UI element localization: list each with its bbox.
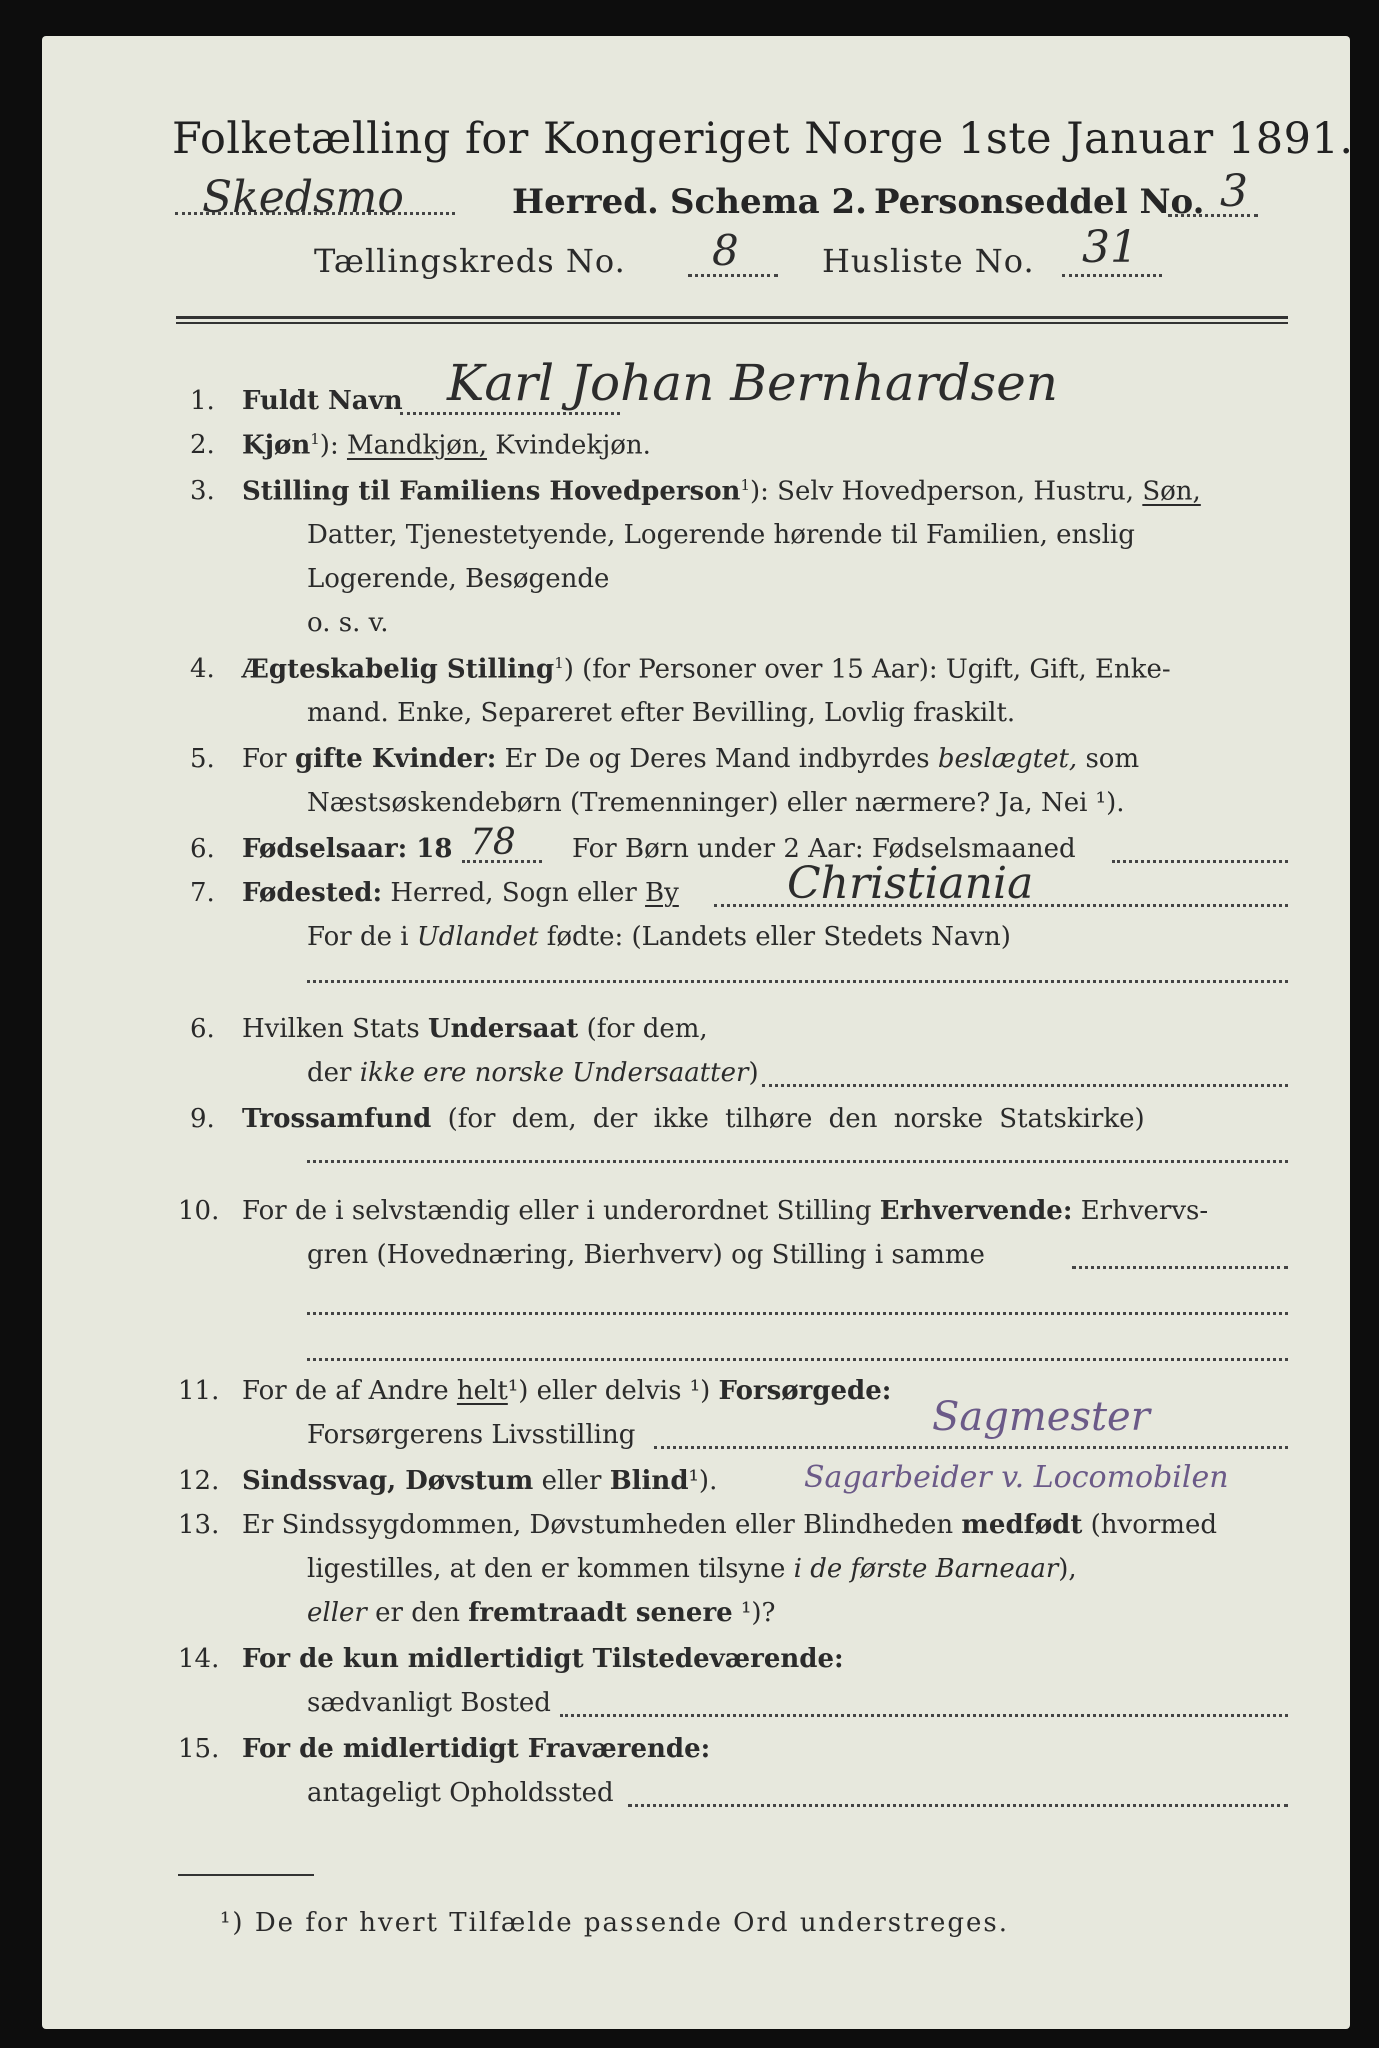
q2-number: 2. xyxy=(190,430,215,460)
q4-line1: Ægteskabelig Stilling$^1$) (for Personer over 15 Aar): Ugift, Gift, Enke- xyxy=(242,654,1171,685)
q13-line2-ital: i de første Barneaar xyxy=(793,1554,1059,1584)
q10-dotted-line-3 xyxy=(307,1358,1288,1361)
q11-dotted-line xyxy=(654,1446,1288,1449)
q1-label: Fuldt Navn xyxy=(242,386,403,416)
q13-number: 13. xyxy=(178,1510,220,1540)
q4-number: 4. xyxy=(190,654,215,684)
q11-provider-value-2: Sagarbeider v. Locomobilen xyxy=(804,1460,1229,1495)
q11-line1 xyxy=(242,1376,891,1406)
q5-line1-rest: Er De og Deres Mand indbyrdes xyxy=(504,744,930,774)
q7-number: 7. xyxy=(190,878,215,908)
q14-dotted-line xyxy=(560,1714,1288,1717)
q3-line2: Datter, Tjenestetyende, Logerende hørende til Familien, enslig xyxy=(307,520,1135,550)
personseddel-value: 3 xyxy=(1220,166,1248,217)
q6-month-dotted-line xyxy=(1112,860,1288,863)
q5-number: 5. xyxy=(190,744,215,774)
q3-number: 3. xyxy=(190,476,215,506)
form-title: Folketælling for Kongeriget Norge 1ste Januar 1891. xyxy=(172,114,1354,164)
q8-line2 xyxy=(307,1058,759,1088)
q2-label: Kjøn xyxy=(242,430,311,461)
husliste-dotted-line xyxy=(1062,274,1162,277)
q6-rest: For Børn under 2 Aar: Fødselsmaaned xyxy=(572,834,1076,864)
personseddel-label: Personseddel No. xyxy=(874,182,1205,222)
q11-helt: helt xyxy=(456,1376,508,1406)
q3-line1: Stilling til Familiens Hovedperson$^1$): Selv Hovedperson, Hustru, Søn, xyxy=(242,476,1201,507)
q5-line1 xyxy=(242,744,1139,774)
q14-label: For de kun midlertidigt Tilstedeværende: xyxy=(242,1644,844,1674)
q7-label: Fødested: xyxy=(242,878,383,908)
q5-label-pre: For xyxy=(242,744,287,774)
q3-son: Søn, xyxy=(1142,476,1201,507)
q12-tail: ¹). xyxy=(688,1466,718,1496)
q12-rest: eller xyxy=(541,1466,602,1496)
q1-number: 1. xyxy=(190,386,215,416)
q15-line2: antageligt Opholdssted xyxy=(307,1778,614,1808)
q15-label: For de midlertidigt Fraværende: xyxy=(242,1734,711,1764)
q7-foreign-dotted-line xyxy=(307,980,1288,983)
taellingskreds-label: Tællingskreds No. xyxy=(314,242,626,280)
q8-label: Undersaat xyxy=(427,1014,579,1044)
q12-line1 xyxy=(242,1466,717,1496)
q10-dotted-line-2 xyxy=(307,1312,1288,1315)
q13-line2 xyxy=(307,1554,1077,1584)
q11-label: Forsørgede: xyxy=(718,1376,892,1406)
header-rule-top xyxy=(176,316,1288,319)
q11-line1-pre: For de af Andre xyxy=(242,1376,449,1406)
q13-line1-rest: (hvormed xyxy=(1090,1510,1217,1540)
q4-line1-rest: ) (for Personer over 15 Aar): Ugift, Gift, Enke- xyxy=(563,654,1171,685)
q10-line1-rest: Erhvervs- xyxy=(1080,1196,1209,1226)
q8-number: 6. xyxy=(190,1014,215,1044)
q8-dotted-line xyxy=(762,1084,1288,1087)
q10-dotted-line-1 xyxy=(1072,1266,1288,1269)
q15-dotted-line xyxy=(628,1804,1288,1807)
q2-line xyxy=(242,430,651,461)
footnote-rule xyxy=(178,1874,314,1876)
q14-line2: sædvanligt Bosted xyxy=(307,1688,551,1718)
husliste-value: 31 xyxy=(1082,222,1138,273)
q9-line1 xyxy=(242,1104,1145,1134)
q7-line1 xyxy=(242,878,679,908)
q8-line2-pre: der xyxy=(307,1058,352,1088)
q3-line4: o. s. v. xyxy=(307,608,389,638)
q9-rest: (for dem, der ikke tilhøre den norske Statskirke) xyxy=(447,1104,1145,1134)
q13-line1 xyxy=(242,1510,1217,1540)
q8-line2-ital: ikke ere norske Undersaatter xyxy=(359,1058,749,1088)
schema-label: Schema 2. xyxy=(670,182,867,222)
q10-label: Erhvervende: xyxy=(879,1196,1073,1226)
q13-line3-bold: fremtraadt senere xyxy=(468,1598,733,1628)
q8-line1-rest: (for dem, xyxy=(586,1014,708,1044)
q5-label: gifte Kvinder: xyxy=(294,744,497,774)
q1-dotted-line xyxy=(400,412,620,415)
q13-line3 xyxy=(307,1598,775,1628)
q5-line2: Næstsøskendebørn (Tremenninger) eller nærmere? Ja, Nei ¹). xyxy=(307,788,1125,818)
census-form-page xyxy=(42,36,1354,2029)
q7-birthplace-value: Christiania xyxy=(787,858,1034,909)
q6-label: Fødselsaar: 18 xyxy=(242,834,453,864)
footnote: ¹) De for hvert Tilfælde passende Ord understreges. xyxy=(220,1908,1010,1938)
q10-number: 10. xyxy=(178,1196,220,1226)
q5-beslaegtet: beslægtet, xyxy=(937,744,1078,774)
q10-line1 xyxy=(242,1196,1208,1226)
q9-label: Trossamfund xyxy=(242,1104,432,1134)
q3-line1-rest: ): Selv Hovedperson, Hustru, xyxy=(750,476,1135,507)
q4-label: Ægteskabelig Stilling xyxy=(242,654,555,685)
q7-line2-pre: For de i xyxy=(307,922,409,952)
q2-sep: ): xyxy=(319,430,339,461)
q13-medfodt: medfødt xyxy=(961,1510,1083,1540)
q4-line2: mand. Enke, Separeret efter Bevilling, Lovlig fraskilt. xyxy=(307,698,1016,728)
q2-sup: 1 xyxy=(310,430,320,448)
q8-line1-pre: Hvilken Stats xyxy=(242,1014,420,1044)
q9-number: 9. xyxy=(190,1104,215,1134)
q7-line2 xyxy=(307,922,1011,952)
taellingskreds-value: 8 xyxy=(712,226,739,275)
q13-line3-mid: er den xyxy=(375,1598,460,1628)
q1-name-value: Karl Johan Bernhardsen xyxy=(447,354,1059,412)
herred-label: Herred. xyxy=(512,182,659,222)
q11-number: 11. xyxy=(178,1376,220,1406)
header-rule-bottom xyxy=(176,322,1288,324)
q8-line2-close: ) xyxy=(748,1058,759,1088)
q11-line1-mid: ¹) eller delvis ¹) xyxy=(507,1376,711,1406)
q14-number: 14. xyxy=(178,1644,220,1674)
husliste-label: Husliste No. xyxy=(822,242,1035,280)
q12-blind: Blind xyxy=(609,1466,689,1496)
q3-line3: Logerende, Besøgende xyxy=(307,564,610,594)
q12-label: Sindssvag, Døvstum xyxy=(242,1466,534,1496)
q7-udlandet: Udlandet xyxy=(416,922,539,952)
q11-line2: Forsørgerens Livsstilling xyxy=(307,1420,636,1450)
q13-line3-ital: eller xyxy=(307,1598,367,1628)
q2-kvindekjon: Kvindekjøn. xyxy=(495,430,651,461)
q13-line1-pre: Er Sindssygdommen, Døvstumheden eller Blindheden xyxy=(242,1510,954,1540)
q12-number: 12. xyxy=(178,1466,220,1496)
q7-line2-rest: fødte: (Landets eller Stedets Navn) xyxy=(546,922,1011,952)
q10-line1-pre: For de i selvstændig eller i underordnet Stilling xyxy=(242,1196,872,1226)
q6-number: 6. xyxy=(190,834,215,864)
q8-line1 xyxy=(242,1014,708,1044)
q3-label: Stilling til Familiens Hovedperson xyxy=(242,476,741,507)
q7-by: By xyxy=(645,878,679,908)
q15-number: 15. xyxy=(178,1734,220,1764)
q7-rest: Herred, Sogn eller xyxy=(390,878,637,908)
herred-value: Skedsmo xyxy=(202,172,404,223)
q13-line2-pre: ligestilles, at den er kommen tilsyne xyxy=(307,1554,786,1584)
q6-year-value: 78 xyxy=(470,822,516,863)
q13-line2-close: ), xyxy=(1058,1554,1077,1584)
q13-line3-close: ¹)? xyxy=(740,1598,776,1628)
q10-line2: gren (Hovednæring, Bierhverv) og Stilling i samme xyxy=(307,1240,985,1270)
q5-som: som xyxy=(1085,744,1140,774)
q2-mandkjon: Mandkjøn, xyxy=(346,430,487,461)
q9-dotted-line xyxy=(307,1160,1288,1163)
q11-provider-value: Sagmester xyxy=(932,1394,1150,1440)
